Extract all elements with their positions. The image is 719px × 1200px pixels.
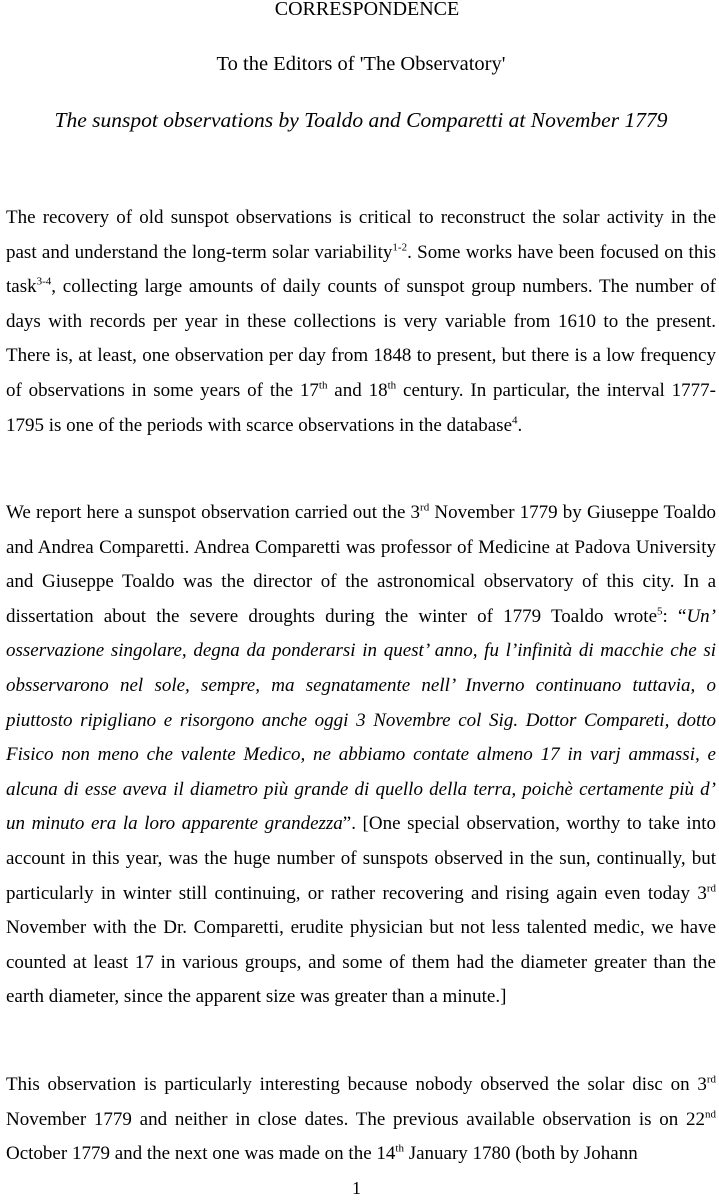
text-run: This observation is particularly interesting because nobody observed the solar disc on 3 — [6, 1074, 707, 1095]
article-title: The sunspot observations by Toaldo and Comparetti at November 1779 — [54, 108, 668, 132]
section-heading: CORRESPONDENCE — [274, 0, 460, 20]
paragraph-significance — [6, 1068, 716, 1172]
text-run: We report here a sunspot observation carried out the 3 — [6, 502, 421, 523]
text-run: November with the Dr. Comparetti, erudite physician but not less talented medic, we have counted at least 17 in various groups, and some of them had the diameter greater than the earth diameter, since the apparent size was greater than a minute.] — [6, 917, 716, 1008]
italian-quote: Un’ osservazione singolare, degna da ponderarsi in quest’ anno, fu l’infinità di macchie che si obsservarono nel sole, sempre, ma segnatamente nell’ Inverno continuano tuttavia, o piuttosto ripigliano e risorgono anche oggi 3 Novembre col Sig. Dottor Compareti, dotto Fisico non meno che valente Medico, ne abbiamo contate almeno 17 in varj ammassi, e alcuna di esse aveva il diametro più grande di quello della terra, poichè certamente più d’ un minuto era la loro apparente grandezza — [6, 605, 716, 835]
ordinal-suffix: nd — [705, 1107, 716, 1120]
ordinal-suffix: th — [387, 379, 397, 392]
text-run: century. In particular, the interval 1777-1795 is one of the periods with scarce observations in the database — [6, 379, 716, 436]
ordinal-suffix: rd — [706, 1073, 716, 1086]
text-run: and 18 — [327, 379, 388, 401]
paragraph-intro — [6, 201, 716, 443]
text-run: , collecting large amounts of daily counts of sunspot group numbers. The number of days with records per year in these collections is very variable from 1610 to the present. There is, at least, one observation per day from 1848 to present, but there is a low frequency of observations in some years of the 17 — [6, 276, 716, 401]
text-run: The recovery of old sunspot observations is critical to reconstruct the solar activity in the past and understand the long-term solar variability — [6, 207, 716, 263]
text-run: ”. [One special observation, worthy to take into account in this year, was the huge number of sunspots observed in the sun, continually, but particularly in winter still continuing, or rather recovering and rising again even today 3 — [6, 813, 716, 904]
editors-heading: To the Editors of 'The Observatory' — [216, 53, 506, 75]
citation: 3-4 — [36, 275, 52, 288]
page-number: 1 — [352, 1178, 361, 1198]
ordinal-suffix: rd — [706, 881, 716, 894]
citation: 4 — [512, 413, 518, 426]
text-run: October 1779 and the next one was made on the 14 — [6, 1143, 396, 1165]
text-run: November 1779 and neither in close dates. The previous available observation is on 22 — [6, 1108, 705, 1130]
text-run: January 1780 (both by Johann — [403, 1143, 638, 1165]
ordinal-suffix: th — [318, 379, 328, 392]
paragraph-observation — [6, 496, 716, 1015]
text-run: November 1779 by Giuseppe Toaldo and Andrea Comparetti. Andrea Comparetti was professor of Medicine at Padova University and Giuseppe Toaldo was the director of the astronomical observatory of this city. In a dissertation about the severe droughts during the winter of 1779 Toaldo wrote — [6, 502, 716, 627]
ordinal-suffix: th — [395, 1142, 404, 1155]
ordinal-suffix: rd — [420, 501, 430, 514]
citation: 5 — [657, 605, 663, 618]
citation: 1-2 — [392, 240, 408, 253]
text-run: . Some works have been focused on this task — [6, 241, 716, 298]
text-run: . — [517, 414, 523, 436]
text-run: : “ — [662, 605, 687, 627]
